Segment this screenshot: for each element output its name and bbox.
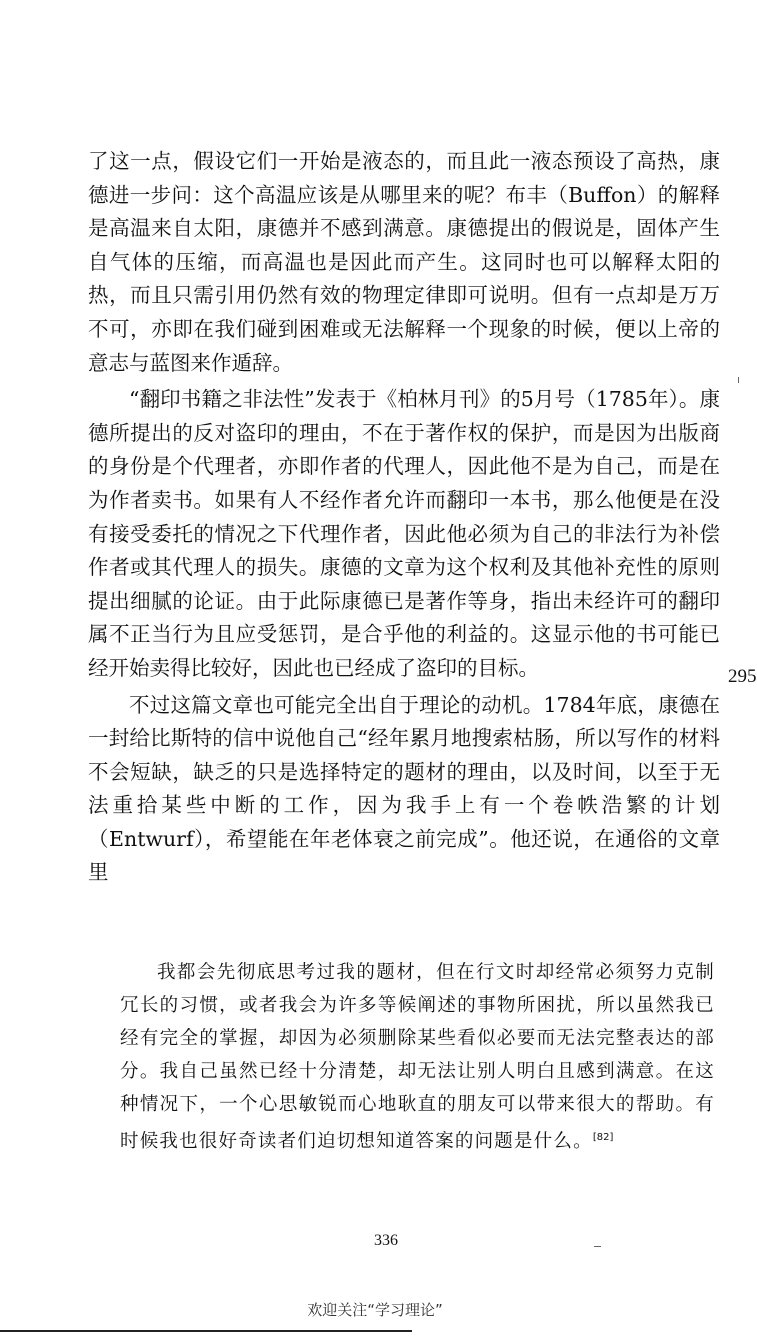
bottom-rule bbox=[0, 1330, 412, 1332]
original-page-number: 295 bbox=[728, 666, 757, 687]
scan-speck bbox=[738, 377, 739, 383]
paragraph-theoretical-motive: 不过这篇文章也可能完全出自于理论的动机。1784年底，康德在一封给比斯特的信中说他自己“经年累月地搜索枯肠，所以写作的材料不会短缺，缺乏的只是选择特定的题材的理由，以及时间，以至于无法重拾某些中断的工作，因为我手上有一个卷帙浩繁的计划（Entwurf），希望能在年老体衰之前完成”。他还说，在通俗的文章里 bbox=[88, 692, 720, 885]
block-quote-text: 我都会先彻底思考过我的题材，但在行文时却经常必须努力克制冗长的习惯，或者我会为许多等候阐述的事物所困扰，所以虽然我已经有完全的掌握，却因为必须删除某些看似必要而无法完整表达的部分。我自己虽然已经十分清楚，却无法让别人明白且感到满意。在这种情况下，一个心思敏锐而心地耿直的朋友可以带来很大的帮助。有时候我也很好奇读者们迫切想知道答案的问题是什么。 bbox=[120, 962, 715, 1153]
page-number: 336 bbox=[374, 1232, 398, 1249]
footnote-marker: [82] bbox=[592, 1132, 614, 1143]
block-quote-paragraph bbox=[120, 956, 715, 1158]
paragraph-continued: 了这一点，假设它们一开始是液态的，而且此一液态预设了高热，康德进一步问：这个高温应该是从哪里来的呢？布丰（Buffon）的解释是高温来自太阳，康德并不感到满意。康德提出的假说是，固体产生自气体的压缩，而高温也是因此而产生。这同时也可以解释太阳的热，而且只需引用仍然有效的物理定律即可说明。但有一点却是万万不可，亦即在我们碰到困难或无法解释一个现象的时候，便以上帝的意志与蓝图来作遁辞。 bbox=[88, 149, 720, 375]
paragraph-piracy-essay: “翻印书籍之非法性”发表于《柏林月刊》的5月号（1785年）。康德所提出的反对盗印的理由，不在于著作权的保护，而是因为出版商的身份是个代理者，亦即作者的代理人，因此他不是为自己，而是在为作者卖书。如果有人不经作者允许而翻印一本书，那么他便是在没有接受委托的情况之下代理作者，因此他必须为自己的非法行为补偿作者或其代理人的损失。康德的文章为这个权利及其他补充性的原则提出细腻的论证。由于此际康德已是著作等身，指出未经许可的翻印属不正当行为且应受惩罚，是合乎他的利益的。这显示他的书可能已经开始卖得比较好，因此也已经成了盗印的目标。 bbox=[88, 387, 720, 680]
main-text bbox=[88, 145, 720, 890]
watermark-text: 欢迎关注“学习理论” bbox=[307, 1301, 443, 1319]
scan-speck bbox=[594, 1246, 601, 1247]
block-quote bbox=[120, 956, 715, 1158]
